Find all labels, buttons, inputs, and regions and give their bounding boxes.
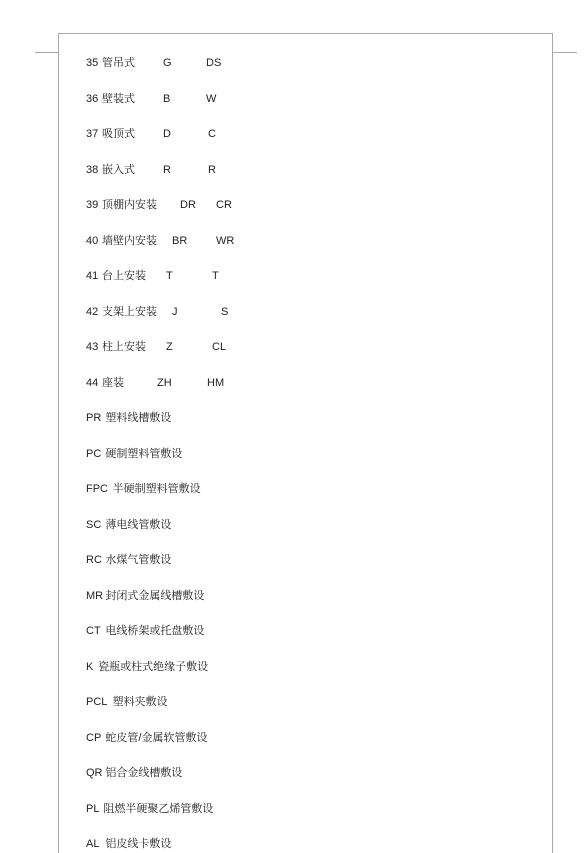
row-name: 顶棚内安装 xyxy=(102,199,157,211)
row-number: 43 xyxy=(86,341,99,353)
row-description: 铝合金线槽敷设 xyxy=(105,767,183,779)
row-code-2: CL xyxy=(212,341,227,353)
row-code: FPC xyxy=(86,483,108,495)
row-description: 封闭式金属线槽敷设 xyxy=(105,589,205,602)
page-corner-mark-right xyxy=(553,52,577,53)
row-name: 壁装式 xyxy=(102,92,135,105)
row-number: 40 xyxy=(86,234,99,247)
row-description: 瓷瓶或柱式绝缘子敷设 xyxy=(98,660,209,673)
row-number: 39 xyxy=(86,199,99,211)
row-code-2: T xyxy=(212,270,219,282)
row-code-1: T xyxy=(166,270,173,282)
row-code-1: B xyxy=(163,92,171,105)
row-code-1: ZH xyxy=(157,376,172,389)
numbered-row xyxy=(86,305,526,341)
row-description: 塑料夹敷设 xyxy=(112,696,168,708)
row-number: 35 xyxy=(86,57,99,69)
row-name: 嵌入式 xyxy=(102,163,135,176)
code-row xyxy=(86,624,526,660)
row-description: 阻燃半硬聚乙烯管敷设 xyxy=(103,802,214,815)
row-code-2: R xyxy=(208,163,216,176)
row-code-2: W xyxy=(206,92,217,105)
row-name: 吸顶式 xyxy=(102,128,135,140)
numbered-row xyxy=(86,92,526,128)
code-row xyxy=(86,766,526,802)
numbered-row xyxy=(86,376,526,412)
row-code: CP xyxy=(86,731,102,744)
row-name: 台上安装 xyxy=(102,270,146,282)
numbered-row xyxy=(86,234,526,270)
numbered-row xyxy=(86,340,526,376)
code-row xyxy=(86,518,526,554)
row-code: MR xyxy=(86,589,104,602)
row-code: QR xyxy=(86,767,103,779)
numbered-row xyxy=(86,198,526,234)
row-number: 38 xyxy=(86,163,99,176)
row-name: 柱上安装 xyxy=(102,341,146,353)
numbered-row xyxy=(86,127,526,163)
row-code: CT xyxy=(86,625,101,637)
code-row xyxy=(86,802,526,838)
row-number: 44 xyxy=(86,376,99,389)
row-code-1: D xyxy=(163,128,171,140)
row-code-2: S xyxy=(221,305,229,318)
row-description: 电线桥架或托盘敷设 xyxy=(105,625,205,637)
row-number: 36 xyxy=(86,92,99,105)
row-description: 铝皮线卡敷设 xyxy=(105,838,172,850)
row-number: 37 xyxy=(86,128,99,140)
numbered-row xyxy=(86,269,526,305)
row-description: 水煤气管敷设 xyxy=(105,554,172,566)
row-code-1: DR xyxy=(180,199,196,211)
row-number: 42 xyxy=(86,305,99,318)
row-description: 薄电线管敷设 xyxy=(105,518,172,531)
row-code: PC xyxy=(86,447,102,460)
code-row xyxy=(86,553,526,589)
row-code: PCL xyxy=(86,696,108,708)
row-name: 支架上安装 xyxy=(102,305,157,318)
row-code-2: DS xyxy=(206,57,222,69)
row-name: 座装 xyxy=(102,376,124,389)
row-code: PR xyxy=(86,412,102,424)
code-row xyxy=(86,731,526,767)
row-code-1: J xyxy=(172,305,178,318)
code-row xyxy=(86,482,526,518)
code-row xyxy=(86,589,526,625)
numbered-row xyxy=(86,163,526,199)
row-name: 墙壁内安装 xyxy=(102,234,157,247)
row-description: 蛇皮管/金属软管敷设 xyxy=(105,731,208,744)
code-row xyxy=(86,695,526,731)
row-code: AL xyxy=(86,838,100,850)
row-name: 管吊式 xyxy=(102,57,135,69)
row-code: PL xyxy=(86,802,100,815)
row-code-1: Z xyxy=(166,341,173,353)
row-code: RC xyxy=(86,554,102,566)
row-code-2: CR xyxy=(216,199,232,211)
code-row xyxy=(86,411,526,447)
code-row xyxy=(86,660,526,696)
page-corner-mark-left xyxy=(35,52,59,53)
row-description: 硬制塑料管敷设 xyxy=(105,447,183,460)
row-number: 41 xyxy=(86,270,99,282)
row-code-1: G xyxy=(163,57,172,69)
row-code: SC xyxy=(86,518,102,531)
document-body xyxy=(86,56,526,853)
row-code-1: R xyxy=(163,163,171,176)
code-row xyxy=(86,447,526,483)
numbered-row xyxy=(86,56,526,92)
row-code-2: C xyxy=(208,128,216,140)
row-description: 半硬制塑料管敷设 xyxy=(112,483,201,495)
row-code-2: HM xyxy=(207,376,225,389)
code-row xyxy=(86,837,526,853)
row-code-2: WR xyxy=(216,234,235,247)
row-code-1: BR xyxy=(172,234,188,247)
row-code: K xyxy=(86,660,94,673)
row-description: 塑料线槽敷设 xyxy=(105,412,172,424)
